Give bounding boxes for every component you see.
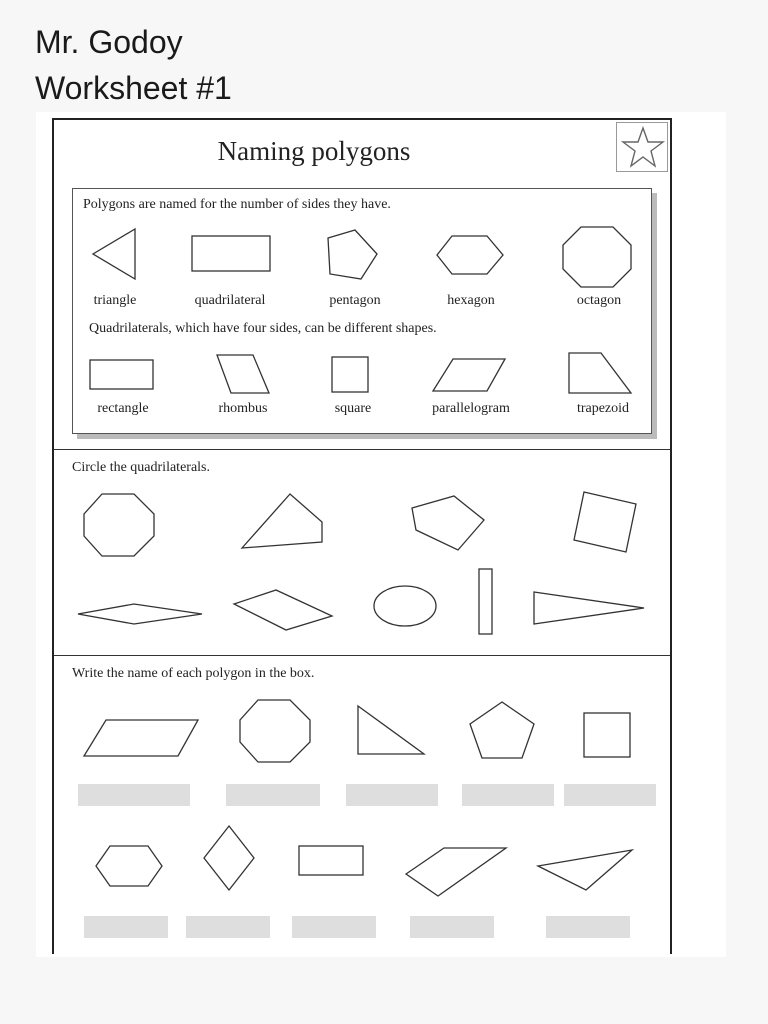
label-rhombus: rhombus	[218, 401, 268, 416]
answer-box[interactable]	[84, 916, 168, 938]
quadrilateral-shape	[191, 235, 271, 273]
worksheet-title: Naming polygons	[217, 136, 411, 166]
section-divider	[54, 655, 670, 656]
name-shape-rhombus	[202, 824, 256, 892]
label-pentagon: pentagon	[329, 293, 381, 308]
answer-box[interactable]	[410, 916, 494, 938]
shape-square[interactable]	[572, 490, 638, 554]
rhombus-shape	[215, 353, 271, 395]
name-shape-triangle-2	[536, 848, 634, 892]
section2-instruction: Circle the quadrilaterals.	[72, 460, 210, 475]
label-parallelogram: parallelogram	[432, 401, 510, 416]
name-shape-quadrilateral	[404, 844, 508, 898]
name-shape-pentagon	[468, 700, 536, 760]
shape-triangle[interactable]	[532, 590, 646, 626]
shape-quadrilateral[interactable]	[240, 492, 326, 550]
shape-rhombus-flat[interactable]	[76, 602, 204, 626]
label-triangle: triangle	[93, 293, 137, 308]
name-shape-rectangle	[298, 845, 366, 877]
star-icon	[617, 123, 669, 173]
answer-box[interactable]	[546, 916, 630, 938]
answer-box[interactable]	[186, 916, 270, 938]
name-shape-triangle	[356, 704, 426, 756]
answer-box[interactable]	[564, 784, 656, 806]
label-rectangle: rectangle	[97, 401, 149, 416]
trapezoid-shape	[567, 351, 633, 395]
teacher-name: Mr. Godoy	[35, 24, 183, 60]
reference-intro: Polygons are named for the number of sides they have.	[83, 197, 391, 212]
section-divider	[54, 449, 670, 450]
section3-instruction: Write the name of each polygon in the box.	[72, 666, 315, 681]
answer-box[interactable]	[292, 916, 376, 938]
worksheet-sheet	[52, 118, 672, 954]
shape-octagon[interactable]	[82, 492, 156, 558]
shape-pentagon[interactable]	[410, 494, 486, 552]
label-octagon: octagon	[576, 293, 622, 308]
quadrilateral-note: Quadrilaterals, which have four sides, can be different shapes.	[89, 321, 437, 336]
square-shape	[331, 356, 371, 394]
shape-rectangle-tall[interactable]	[478, 568, 494, 636]
label-quadrilateral: quadrilateral	[194, 293, 266, 308]
answer-box[interactable]	[346, 784, 438, 806]
polygon-reference-box	[72, 188, 652, 434]
hexagon-shape	[435, 234, 505, 276]
shape-rhombus[interactable]	[232, 588, 334, 632]
worksheet-number: Worksheet #1	[35, 70, 232, 106]
answer-box[interactable]	[78, 784, 190, 806]
label-hexagon: hexagon	[447, 293, 495, 308]
pentagon-shape	[325, 228, 379, 282]
name-shape-hexagon	[94, 844, 164, 888]
label-square: square	[334, 401, 372, 416]
name-shape-parallelogram	[82, 718, 200, 758]
shape-oval[interactable]	[372, 584, 438, 628]
name-shape-square	[583, 712, 631, 758]
answer-box[interactable]	[462, 784, 554, 806]
parallelogram-shape	[431, 357, 507, 393]
star-badge	[616, 122, 668, 172]
label-trapezoid: trapezoid	[576, 401, 630, 416]
answer-box[interactable]	[226, 784, 320, 806]
octagon-shape	[561, 225, 633, 289]
rectangle-shape	[89, 359, 155, 391]
triangle-shape	[91, 227, 137, 281]
name-shape-octagon	[238, 698, 312, 764]
